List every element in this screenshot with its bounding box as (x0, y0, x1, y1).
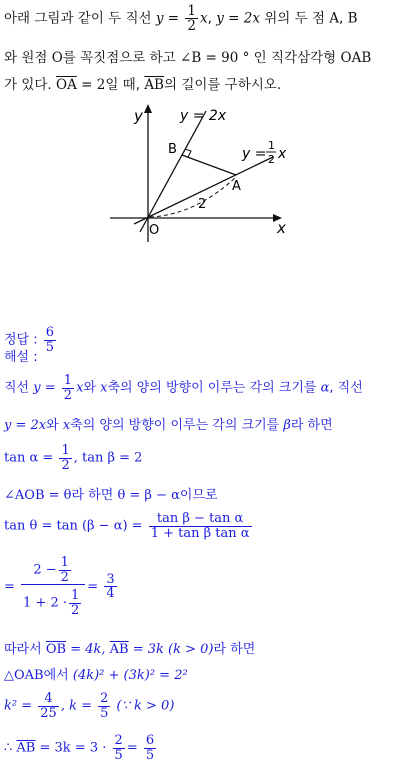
segment-ob: $\overline{OB}$ (45, 642, 67, 657)
frac-den: 2 (71, 602, 80, 618)
solution-line-7 (4, 638, 255, 657)
sol-math: x (76, 380, 84, 396)
oa-value: = 2 (81, 77, 106, 93)
line2-den: 2 (268, 153, 275, 166)
segment-ab: $\overline{AB}$ (109, 642, 129, 657)
frac-num: 1 (61, 443, 70, 458)
problem-text: 와 원점 (4, 50, 48, 66)
sol-text: 와 (83, 380, 96, 396)
frac-num: 1 (60, 555, 69, 570)
sol-text: 와 (46, 418, 59, 433)
sol-frac (144, 734, 156, 762)
problem-text: 인 직각삼각형 (253, 50, 337, 66)
frac-den: 1 + tan β tan α (150, 525, 250, 541)
sol-math: y = 2x (4, 418, 47, 433)
sol-frac (149, 512, 252, 540)
sol-text: 이므로 (179, 488, 218, 503)
segment-ab: $\overline{AB}$ (16, 740, 36, 756)
sol-text: 라 하면 (290, 418, 333, 433)
sol-math: α (320, 380, 330, 396)
problem-text: 의 길이를 구하시오. (163, 77, 282, 93)
oa-dashed-arc (150, 177, 236, 217)
label-b: B (168, 142, 177, 157)
frac-den: 5 (114, 747, 123, 763)
frac-num: 2 (100, 691, 109, 706)
solution-line-3 (4, 444, 142, 472)
eq1-num: 1 (187, 3, 196, 19)
sol-text: 축의 양의 방향이 이루는 각의 크기를 (107, 380, 317, 396)
problem-line-2 (4, 45, 396, 71)
frac-num: 4 (38, 692, 59, 707)
sol-math: ∠AOB = θ (4, 488, 72, 503)
frac-den: 5 (100, 705, 109, 721)
line2-var: x (278, 146, 287, 162)
solution-line-9 (4, 692, 174, 720)
x-axis-label: x (277, 219, 286, 237)
eq1-frac (185, 4, 198, 33)
problem-text: 일 때, (105, 77, 141, 93)
segment-oa: $\overline{OA}$ (56, 77, 77, 93)
problem-line-1 (4, 4, 396, 33)
frac-den: 5 (145, 747, 155, 763)
answer-num: 6 (45, 325, 55, 340)
frac-num: 1 (63, 373, 73, 388)
sol-text: 축의 양의 방향이 이루는 각의 크기를 (70, 418, 280, 433)
origin-label: O (149, 223, 160, 238)
frac-den: 2 (60, 569, 69, 585)
solution-line-2 (4, 414, 333, 433)
solution-line-8 (4, 664, 188, 683)
sol-math: (4k)² + (3k)² = 2² (72, 668, 188, 683)
eq1-den: 2 (187, 18, 196, 35)
solution-line-10 (4, 734, 158, 762)
therefore-symbol: ∴ (4, 740, 13, 756)
sol-math: , tan β = 2 (73, 450, 143, 466)
sol-math: tan α = (4, 450, 54, 466)
solution-line-1 (4, 374, 363, 402)
sol-math: x (62, 418, 71, 433)
sol-math: = (4, 579, 15, 595)
problem-text: 아래 그림과 같이 두 직선 (4, 10, 152, 27)
label-a: A (232, 179, 241, 194)
answer-den: 5 (45, 339, 55, 355)
sol-math: 1 + 2 · (23, 595, 68, 611)
problem-text: 위의 두 점 (264, 10, 325, 27)
y-axis-label: y (134, 107, 143, 125)
sol-math: = (126, 740, 138, 756)
coordinate-figure (0, 100, 400, 250)
sol-text: 라 하면 (213, 642, 256, 657)
sol-math: △OAB (4, 668, 44, 683)
sol-frac (62, 374, 74, 402)
frac-den: 2 (61, 457, 70, 473)
frac-den: 25 (40, 705, 57, 721)
problem-text: 를 꼭짓점으로 하고 (62, 50, 176, 66)
segment-ab-line (182, 155, 236, 175)
frac-num: 6 (145, 733, 155, 748)
line1-label: y = 2x (180, 108, 227, 124)
frac-num: tan β − tan α (149, 512, 252, 527)
sol-frac (98, 692, 110, 720)
sol-math: = 4k, (70, 642, 106, 657)
complex-den (21, 585, 85, 617)
y-axis-arrow (144, 104, 152, 113)
sol-frac (113, 734, 125, 762)
frac-den: 2 (63, 387, 73, 403)
sub-frac (59, 556, 71, 584)
sol-text: 에서 (43, 668, 69, 683)
sol-math: (∵ k > 0) (116, 698, 175, 714)
solution-line-5 (4, 512, 254, 540)
problem-line-3 (4, 72, 396, 98)
sol-math: 2 − (33, 562, 57, 578)
problem-text: 가 있다. (4, 77, 52, 93)
sol-math: tan θ = tan (β − α) = (4, 518, 143, 534)
frac-den: 4 (106, 586, 115, 602)
sol-math: θ = β − α (117, 488, 180, 503)
solution-line-6 (4, 556, 119, 618)
sol-text: 따라서 (4, 642, 42, 657)
sol-frac (38, 692, 59, 720)
sol-math: x (100, 380, 108, 396)
point-a: A (329, 10, 340, 27)
segment-ab: $\overline{AB}$ (144, 77, 164, 93)
sol-math: = (87, 579, 99, 595)
label-oa-length: 2 (198, 197, 207, 212)
explanation-label (4, 346, 38, 365)
frac-num: 3 (106, 571, 115, 587)
eq2: y = 2x (216, 10, 260, 27)
point-o: O (51, 50, 63, 66)
answer-label: 정답 : (4, 332, 38, 348)
line2-num: 1 (268, 139, 275, 152)
eq1-var: x (200, 10, 208, 27)
sol-frac (59, 444, 71, 472)
line-y-half-x (134, 157, 273, 224)
sol-text: 직선 (4, 380, 30, 396)
solution-line-4 (4, 484, 218, 503)
sol-math: , k = (60, 698, 92, 714)
expl-label: 해설 : (4, 350, 38, 365)
sep: , (207, 10, 212, 27)
eq1-lhs: y = (155, 10, 180, 27)
sol-math: y = (33, 380, 56, 396)
sol-math: = 3k = 3 · (39, 740, 107, 756)
sub-frac (69, 589, 81, 617)
sol-frac (104, 573, 116, 601)
sol-math: β (283, 418, 291, 433)
angle-b: ∠B = 90 ° (180, 50, 250, 66)
answer-frac (44, 326, 56, 354)
frac-num: 2 (114, 733, 123, 748)
point-b: B (347, 10, 358, 27)
frac-num: 1 (71, 588, 80, 604)
sol-math: = 3k (k > 0) (132, 642, 214, 657)
sol-math: k² = (4, 698, 33, 714)
complex-num (21, 556, 85, 585)
sol-text: 라 하면 (71, 488, 114, 503)
line2-label-lhs: y = (242, 146, 267, 162)
sol-text: , 직선 (329, 380, 363, 396)
triangle-oab: OAB (340, 50, 372, 66)
sol-complex-frac (21, 556, 85, 618)
sep: , (339, 10, 344, 27)
